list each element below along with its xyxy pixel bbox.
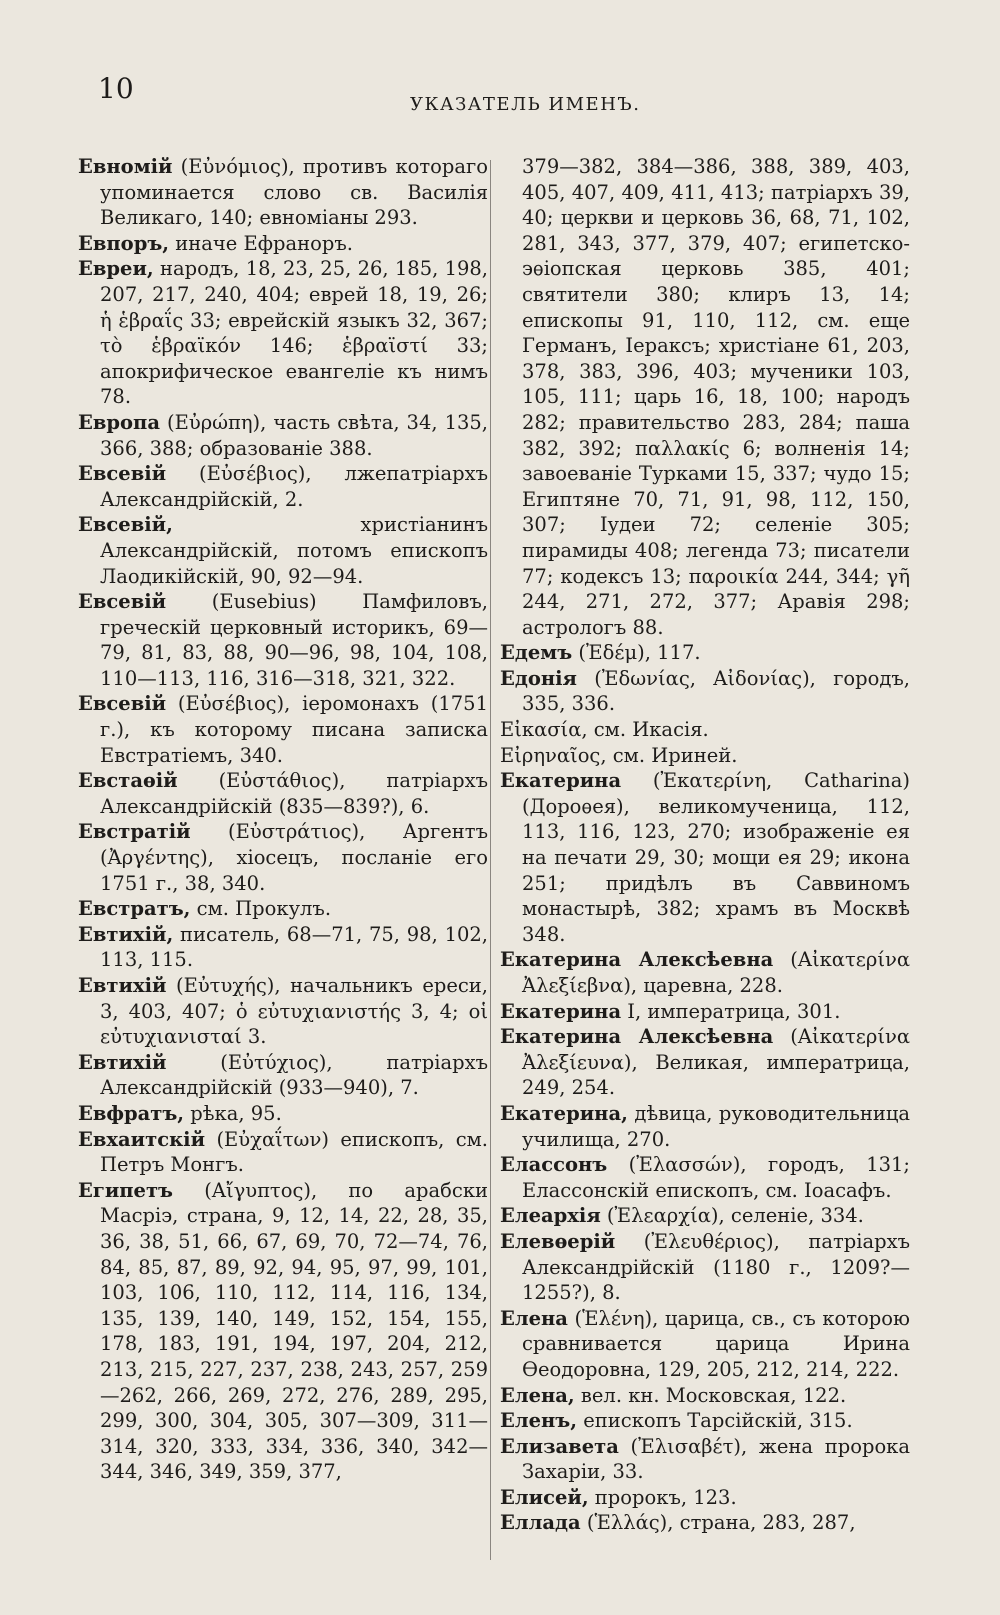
entry-text: (Αἰκατερίνα Ἀλεξίεβνα), царевна, 228.	[522, 948, 910, 997]
entry-text: (Ἑλένη), царица, св., съ которою сравнивается царица Ирина Ѳеодоровна, 129, 205, 212, 214, 222.	[522, 1306, 910, 1381]
entry-text: епископъ Тарсійскій, 315.	[577, 1409, 853, 1433]
index-entry	[78, 589, 488, 691]
entry-head: Евхаитскій	[78, 1127, 206, 1151]
index-entry	[78, 1127, 488, 1178]
index-entry	[500, 768, 910, 947]
entry-head: Едонія	[500, 666, 577, 690]
entry-head: Евтихій,	[78, 922, 174, 946]
entry-text: (Εὐτύχιος), патріархъ Александрійскій (933—940), 7.	[100, 1050, 488, 1100]
entry-head: Елена,	[500, 1383, 575, 1407]
entry-text: I, императрица, 301.	[621, 999, 841, 1023]
entry-head: Евпоръ,	[78, 231, 170, 255]
entry-text: (Ἐδωνίας, Αἰδονίας), городъ, 335, 336.	[522, 666, 910, 716]
entry-head: Еленъ,	[500, 1409, 578, 1433]
index-entry	[78, 691, 488, 768]
index-entry	[500, 1485, 910, 1511]
entry-continuation: 379—382, 384—386, 388, 389, 403, 405, 407, 409, 411, 413; патріархъ 39, 40; церкви и церковь 36, 68, 71, 102, 281, 343, 377, 379, 407; египетско-эѳіопская церковь 385, 401; святители 380; клиръ 13, 14; епископы 91, 110, 112, см. еще Германъ, Іераксъ; христіане 61, 203, 378, 383, 396, 403; мученики 103, 105, 111; царь 16, 18, 100; народъ 282; правительство 283, 284; паша 382, 392; παλλακίς 6; волненія 14; завоеваніе Турками 15, 337; чудо 15; Египтяне 70, 71, 91, 98, 112, 150, 307; Іудеи 72; селеніе 305; пирамиды 408; легенда 73; писатели 77; кодексъ 13; παροικία 244, 344; γῆ 244, 271, 272, 377; Аравія 298; астрологъ 88.	[522, 155, 910, 639]
entry-text: (Εὐχαΐτων) епископъ, см. Петръ Монгъ.	[100, 1127, 488, 1177]
entry-head: Евсевій	[78, 692, 167, 716]
page-header: УКАЗАТЕЛЬ ИМЕНЪ.	[410, 94, 641, 115]
entry-text: Εἰκασία, см. Икасія.	[500, 718, 709, 742]
entry-head: Екатерина	[500, 769, 622, 793]
index-entry	[78, 819, 488, 896]
entry-text: Εἰρηναῖος, см. Ириней.	[500, 743, 738, 767]
entry-head: Елисей,	[500, 1485, 589, 1509]
entry-head: Еллада	[500, 1511, 581, 1535]
entry-head: Евстратій	[78, 820, 191, 844]
index-entry	[500, 640, 910, 666]
index-entry	[500, 717, 910, 743]
entry-text: (Αἴγυπτος), по арабски Масріэ, страна, 9, 12, 14, 22, 28, 35, 36, 38, 51, 66, 67, 69, 70, 72—74, 76, 84, 85, 87, 89, 92, 94, 95, 97, 99, 101, 103, 106, 110, 112, 114, 116, 134, 135, 139, 140, 149, 152, 154, 155, 178, 183, 191, 194, 197, 204, 212, 213, 215, 227, 237, 238, 243, 257, 259—262, 266, 269, 272, 276, 289, 295, 299, 300, 304, 305, 307—309, 311—314, 320, 333, 334, 336, 340, 342—344, 346, 349, 359, 377,	[100, 1178, 488, 1484]
index-entry	[500, 1024, 910, 1101]
index-entry	[78, 1101, 488, 1127]
entry-head: Евреи,	[78, 257, 154, 281]
entry-head: Египетъ	[78, 1178, 173, 1202]
index-entry	[78, 410, 488, 461]
index-entry	[500, 1152, 910, 1203]
entry-head: Евномій	[78, 155, 173, 178]
entry-head: Екатерина	[500, 999, 622, 1023]
right-column	[500, 154, 910, 1536]
entry-text: (Eusebius) Памфиловъ, греческій церковный историкъ, 69—79, 81, 83, 88, 90—96, 98, 104, 108, 110—113, 116, 316—318, 321, 322.	[100, 590, 488, 690]
entry-text: рѣка, 95.	[184, 1101, 282, 1125]
entry-text: (Εὐτυχής), начальникъ ереси, 3, 403, 407; ὁ εὐτυχιανιστής 3, 4; οἱ εὐτυχιανισταί 3.	[100, 974, 488, 1049]
index-entry	[78, 1050, 488, 1101]
entry-head: Елена	[500, 1306, 568, 1330]
entry-text: (Εὐστάθιος), патріархъ Александрійскій (835—839?), 6.	[100, 769, 488, 818]
index-entry	[500, 1408, 910, 1434]
index-entry	[78, 1178, 488, 1485]
entry-head: Евстратъ,	[78, 897, 191, 921]
entry-head: Евсевій	[78, 462, 167, 486]
index-entry	[500, 1510, 910, 1536]
entry-text: (Ἐλασσών), городъ, 131; Елассонскій епископъ, см. Іоасафъ.	[522, 1153, 910, 1202]
entry-head: Евфратъ,	[78, 1101, 185, 1125]
entry-head: Елассонъ	[500, 1153, 608, 1177]
index-entry	[78, 461, 488, 512]
entry-text: (Ἑλλάς), страна, 283, 287,	[580, 1511, 856, 1535]
entry-head: Екатерина,	[500, 1101, 628, 1125]
index-entry	[78, 973, 488, 1050]
index-entry	[500, 743, 910, 769]
index-entry	[78, 896, 488, 922]
column-divider	[490, 160, 491, 1560]
entry-text: вел. кн. Московская, 122.	[574, 1383, 847, 1407]
page-number: 10	[98, 72, 134, 105]
entry-head: Евтихій	[78, 1050, 167, 1074]
entry-head: Европа	[78, 410, 160, 434]
entry-text: пророкъ, 123.	[588, 1485, 737, 1509]
entry-text: (Εὐρώπη), часть свѣта, 34, 135, 366, 388; образованіе 388.	[100, 410, 488, 460]
index-entry	[500, 1306, 910, 1383]
entry-text: (Ἐλισαβέτ), жена пророка Захаріи, 33.	[522, 1434, 910, 1484]
entry-text: (Αἰκατερίνα Ἀλεξίευνα), Великая, императрица, 249, 254.	[522, 1025, 910, 1100]
index-entry	[78, 231, 488, 257]
index-entry	[500, 1229, 910, 1306]
entry-text: иначе Ефраноръ.	[169, 231, 353, 255]
entry-text: (Ἐλεαρχία), селеніе, 334.	[600, 1204, 864, 1228]
entry-text: (Εὐσέβιος), лжепатріархъ Александрійскій, 2.	[100, 462, 488, 511]
entry-head: Евсевій,	[78, 513, 173, 537]
entry-text: христіанинъ Александрійскій, потомъ епископъ Лаодикійскій, 90, 92—94.	[100, 513, 488, 588]
entry-head: Едемъ	[500, 641, 573, 665]
entry-text: народъ, 18, 23, 25, 26, 185, 198, 207, 217, 240, 404; еврей 18, 19, 26; ἡ ἑβραΐς 33; еврейскій языкъ 32, 367; τὸ ἑβραϊκόν 146; ἑβραϊστί 33; апокрифическое евангеліе къ нимъ 78.	[100, 257, 488, 409]
index-entry	[78, 154, 488, 231]
entry-text: (Εὐσέβιος), іеромонахъ (1751 г.), къ которому писана записка Евстратіемъ, 340.	[100, 692, 488, 767]
left-column	[78, 154, 488, 1485]
entry-text: (Εὐνόμιος), противъ котораго упоминается слово св. Василія Великаго, 140; евноміаны 293.	[100, 155, 488, 230]
entry-head: Елизавета	[500, 1434, 619, 1458]
entry-text: (Ἐκατερίνη, Catharina) (Дороѳея), великомученица, 112, 113, 116, 123, 270; изображеніе ея на печати 29, 30; мощи ея 29; икона 251; придѣлъ въ Саввиномъ монастырѣ, 382; храмъ въ Москвѣ 348.	[522, 769, 910, 946]
index-entry	[78, 768, 488, 819]
entry-head: Евстаѳій	[78, 769, 178, 793]
index-entry	[500, 999, 910, 1025]
index-entry	[78, 256, 488, 410]
entry-head: Екатерина Алексѣевна	[500, 948, 774, 972]
index-entry	[500, 947, 910, 998]
entry-head: Елеархія	[500, 1204, 601, 1228]
index-entry	[500, 666, 910, 717]
index-entry	[78, 922, 488, 973]
entry-text: дѣвица, руководительница училища, 270.	[522, 1101, 910, 1151]
entry-text: (Ἐδέμ), 117.	[572, 641, 701, 665]
index-entry	[500, 1203, 910, 1229]
entry-head: Елевѳерій	[500, 1229, 616, 1253]
index-entry	[500, 1383, 910, 1409]
entry-head: Екатерина Алексѣевна	[500, 1025, 774, 1049]
index-entry	[500, 1101, 910, 1152]
entry-head: Евтихій	[78, 974, 167, 997]
entry-text: (Εὐστράτιος), Аргентъ (Ἀργέντης), хіосецъ, посланіе его 1751 г., 38, 340.	[100, 820, 488, 895]
entry-text: писатель, 68—71, 75, 98, 102, 113, 115.	[100, 922, 488, 972]
entry-text: (Ἐλευθέριος), патріархъ Александрійскій (1180 г., 1209?—1255?), 8.	[522, 1229, 910, 1305]
entry-head: Евсевій	[78, 590, 167, 614]
entry-text: см. Прокулъ.	[190, 897, 332, 921]
index-entry	[78, 512, 488, 589]
index-entry	[500, 1434, 910, 1485]
